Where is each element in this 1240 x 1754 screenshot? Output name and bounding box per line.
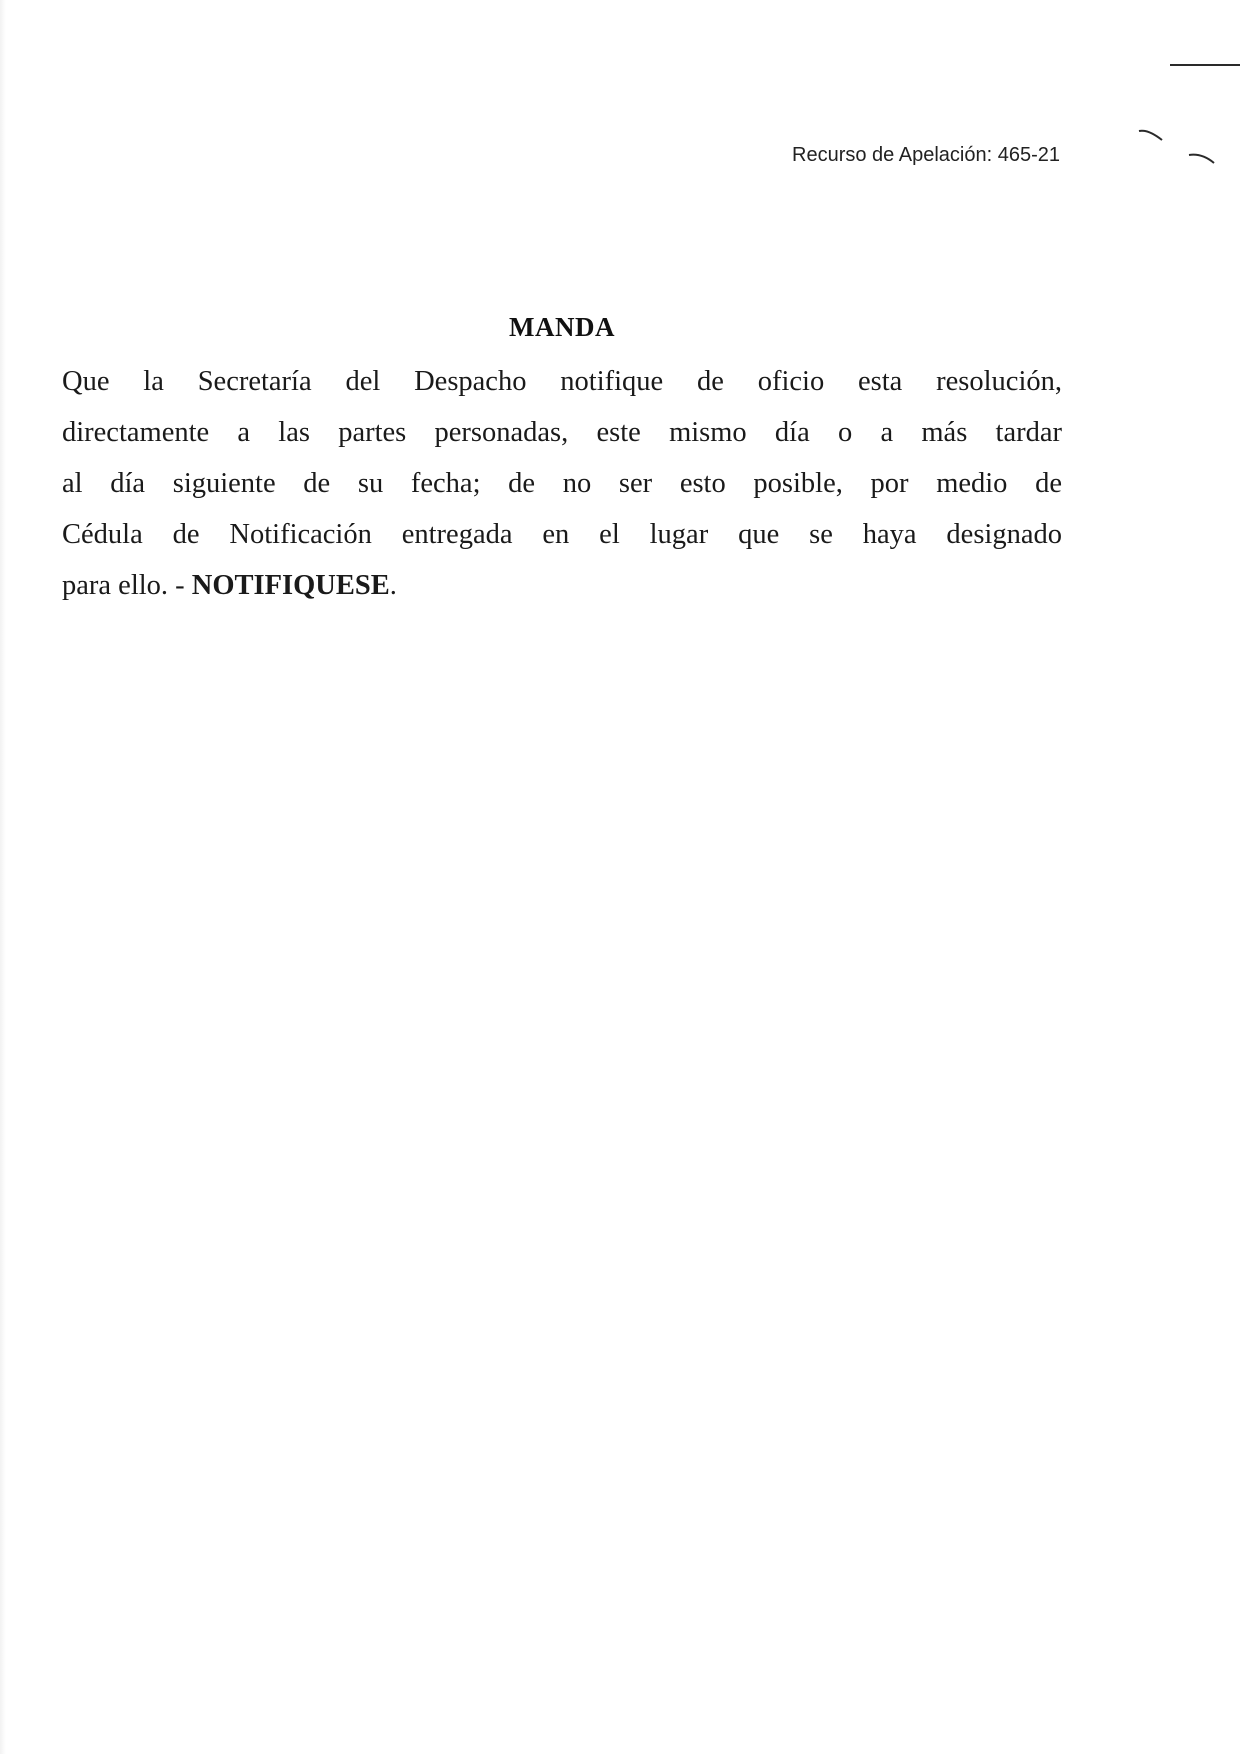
scan-edge-shadow [0, 0, 6, 1754]
resolution-paragraph [62, 356, 1062, 611]
last-line-prefix: para ello. - [62, 570, 192, 601]
paragraph-line: Cédula de Notificación entregada en el lugar que se haya designado [62, 519, 1062, 550]
scan-artifact-mark [1188, 152, 1216, 166]
section-title: MANDA [509, 312, 615, 342]
case-reference: Recurso de Apelación: 465-21 [792, 144, 1060, 166]
paragraph-last-line [62, 560, 1062, 611]
paragraph-line: al día siguiente de su fecha; de no ser esto posible, por medio de [62, 468, 1062, 499]
scan-artifact-line [1170, 64, 1240, 66]
notify-keyword: NOTIFIQUESE [191, 570, 390, 601]
paragraph-line: Que la Secretaría del Despacho notifique de oficio esta resolución, [62, 366, 1062, 397]
scan-artifact-mark [1138, 128, 1164, 142]
paragraph-line: directamente a las partes personadas, este mismo día o a más tardar [62, 417, 1062, 448]
last-line-suffix: . [389, 570, 397, 601]
